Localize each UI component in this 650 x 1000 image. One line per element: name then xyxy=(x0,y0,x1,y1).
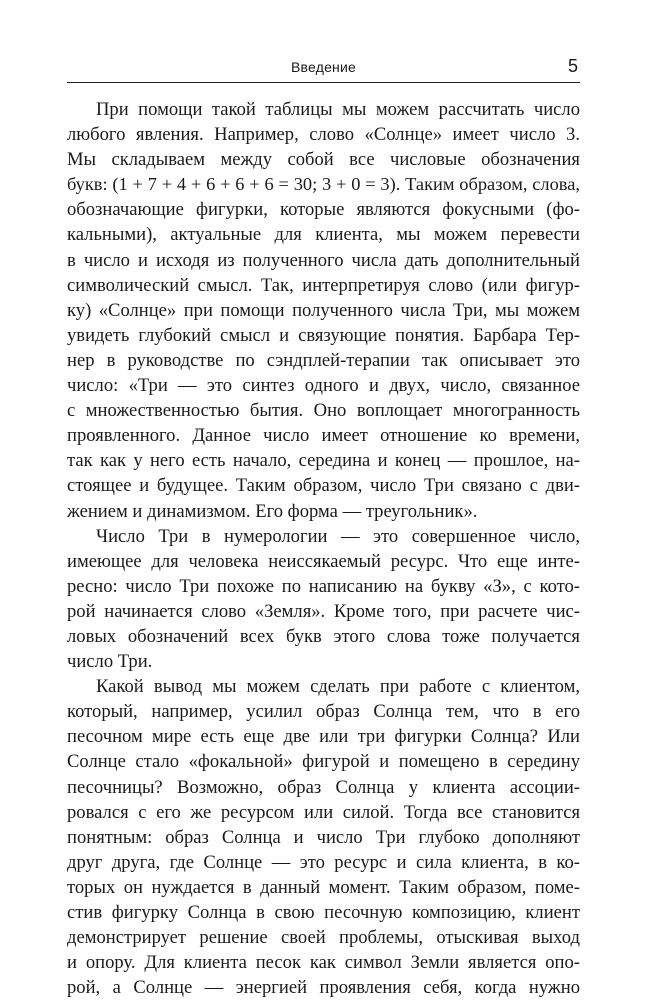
text-line: число Три. xyxy=(67,651,153,673)
text-line: так как у него есть начало, середина и конец — прошлое, на- xyxy=(67,450,580,472)
text-line: рой, а Солнце — энергией проявления себя, когда нужно xyxy=(67,977,580,999)
text-line: торых он нуждается в данный момент. Таким образом, поме- xyxy=(67,876,580,898)
text-line: друг друга, где Солнце — это ресурс и сила клиента, в ко- xyxy=(67,851,580,873)
text-line: Какой вывод мы можем сделать при работе с клиентом, xyxy=(96,676,580,698)
text-line: с множественностью бытия. Оно воплощает многогранность xyxy=(67,400,580,422)
text-line: Солнце стало «фокальной» фигурой и помещено в середину xyxy=(67,751,580,773)
paragraph xyxy=(67,674,580,1000)
body-text xyxy=(67,97,580,1000)
paragraph xyxy=(67,97,580,524)
text-line: стив фигурку Солнца в свою песочную композицию, клиент xyxy=(67,902,580,923)
chapter-title: Введение xyxy=(291,59,356,75)
text-line: понятным: образ Солнца и число Три глубоко дополняют xyxy=(67,826,580,848)
text-line: букв: (1 + 7 + 4 + 6 + 6 + 6 = 30; 3 + 0 = 3). Таким образом, слова, xyxy=(67,174,580,195)
text-line: любого явления. Например, слово «Солнце» имеет число 3. xyxy=(67,124,580,146)
text-line: проявленного. Данное число имеет отношение ко времени, xyxy=(67,425,580,447)
text-line: ку) «Солнце» при помощи полученного числа Три, мы можем xyxy=(67,299,580,321)
text-line: увидеть глубокий смысл и связующие понятия. Барбара Тер- xyxy=(67,324,580,346)
running-header xyxy=(67,58,580,83)
text-line: стоящее и будущее. Таким образом, число Три связано с дви- xyxy=(67,475,580,497)
text-line: имеющее для человека неиссякаемый ресурс. Что еще инте- xyxy=(67,550,580,572)
text-line: рой начинается слово «Земля». Кроме того, при расчете чис- xyxy=(67,600,580,622)
text-line: ровался с его же ресурсом или силой. Тогда все становится xyxy=(67,801,580,823)
paragraph xyxy=(67,524,580,675)
text-line: жением и динамизмом. Его форма — треугольник». xyxy=(67,500,478,522)
text-line: обозначающие фигурки, которые являются фокусными (фо- xyxy=(67,199,580,221)
text-line: Число Три в нумерологии — это совершенное число, xyxy=(96,525,580,547)
text-line: в число и исходя из полученного числа дать дополнительный xyxy=(67,249,580,271)
text-line: ресно: число Три похоже по написанию на букву «З», с кото- xyxy=(67,575,580,597)
text-line: При помощи такой таблицы мы можем рассчитать число xyxy=(96,99,580,120)
text-line: который, например, усилил образ Солнца тем, что в его xyxy=(67,701,580,723)
text-line: Мы складываем между собой все числовые обозначения xyxy=(67,149,580,171)
text-line: ловых обозначений всех букв этого слова тоже получается xyxy=(67,625,580,647)
text-line: нер в руководстве по сэндплей-терапии так описывает это xyxy=(67,349,580,371)
text-line: песочницы? Возможно, образ Солнца у клиента ассоции- xyxy=(67,776,580,798)
text-line: символический смысл. Так, интерпретируя слово (или фигур- xyxy=(67,274,580,296)
text-line: число: «Три — это синтез одного и двух, число, связанное xyxy=(67,375,580,397)
text-line: песочном мире есть еще две или три фигурки Солнца? Или xyxy=(67,726,580,748)
page-number: 5 xyxy=(567,56,578,76)
text-line: кальными), актуальные для клиента, мы можем перевести xyxy=(67,224,580,246)
text-line: и опору. Для клиента песок как символ Земли является опо- xyxy=(67,952,580,974)
text-line: демонстрирует решение своей проблемы, отыскивая выход xyxy=(67,927,580,949)
